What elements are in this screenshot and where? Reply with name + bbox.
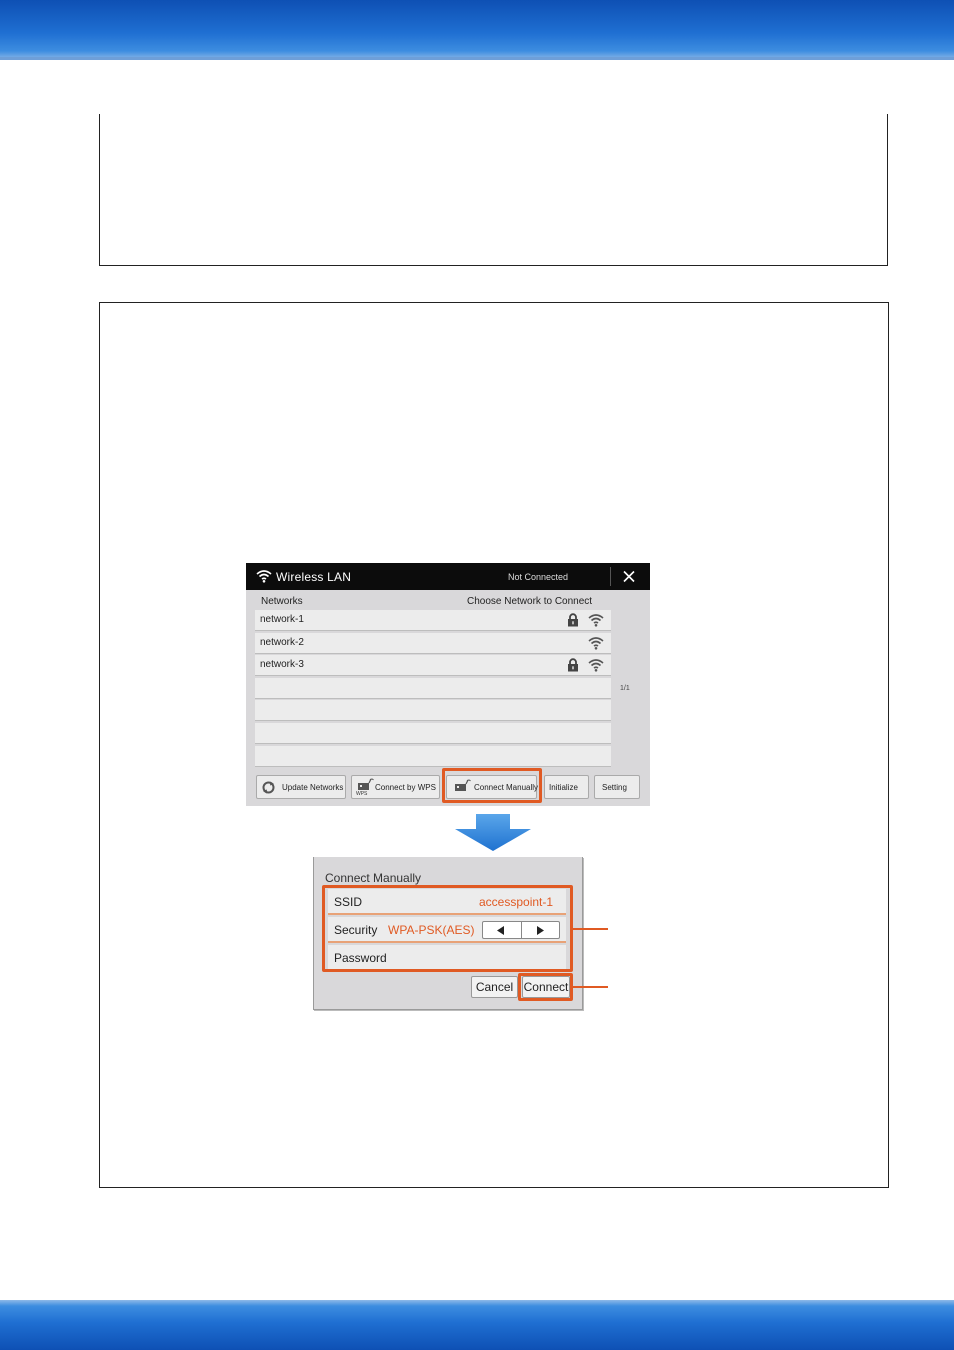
connect-by-wps-button[interactable] xyxy=(351,775,440,799)
header-band xyxy=(0,0,954,60)
update-networks-label: Update Networks xyxy=(282,783,344,792)
choose-network-header: Choose Network to Connect xyxy=(467,596,593,607)
network-name: network-1 xyxy=(260,614,304,625)
signal-icon xyxy=(588,658,604,672)
connect-highlight xyxy=(518,973,573,1001)
title-separator xyxy=(610,567,611,586)
initialize-button[interactable] xyxy=(544,775,589,799)
signal-icon xyxy=(588,613,604,627)
connect-manually-highlight xyxy=(442,768,542,803)
dialog-title: Connect Manually xyxy=(325,871,422,885)
settings-highlight xyxy=(322,885,573,972)
router-icon xyxy=(356,778,374,792)
network-row-2[interactable] xyxy=(255,633,611,654)
refresh-icon xyxy=(262,781,275,794)
ssid-value: accesspoint-1 xyxy=(479,895,554,909)
lock-icon xyxy=(566,613,580,627)
footer-band xyxy=(0,1300,954,1350)
network-row-1[interactable] xyxy=(255,610,611,631)
title-bar xyxy=(246,563,650,590)
page-indicator: 1/1 xyxy=(620,685,630,692)
initialize-label: Initialize xyxy=(549,783,578,792)
connect-manually-dialog xyxy=(313,857,583,1010)
close-icon[interactable] xyxy=(618,566,640,587)
networks-header: Networks xyxy=(261,596,303,607)
network-name: network-3 xyxy=(260,659,304,671)
ssid-label: SSID xyxy=(334,895,363,909)
signal-icon xyxy=(588,636,604,650)
wps-badge: WPS xyxy=(356,791,368,797)
wireless-lan-window xyxy=(246,563,650,806)
setting-button[interactable] xyxy=(594,775,640,799)
window-title: Wireless LAN xyxy=(276,570,352,584)
network-row-3[interactable] xyxy=(255,655,611,676)
callout-line-connect xyxy=(572,986,608,988)
setting-label: Setting xyxy=(602,783,627,792)
network-name: network-2 xyxy=(260,636,304,648)
network-list xyxy=(255,610,611,768)
network-row-empty xyxy=(255,746,611,767)
network-row-empty xyxy=(255,723,611,744)
connect-button[interactable]: Connect xyxy=(522,976,570,998)
password-label: Password xyxy=(334,951,387,965)
connect-by-wps-label: Connect by WPS xyxy=(375,783,436,792)
connect-manually-label: Connect Manually xyxy=(474,783,539,792)
lock-icon xyxy=(566,658,580,672)
security-value: WPA-PSK(AES) xyxy=(388,923,475,937)
network-row-empty xyxy=(255,678,611,699)
cancel-button[interactable]: Cancel xyxy=(471,976,518,998)
wifi-icon xyxy=(256,569,272,583)
update-networks-button[interactable] xyxy=(256,775,346,799)
connection-status: Not Connected xyxy=(508,572,569,582)
callout-line-settings xyxy=(572,928,608,930)
down-arrow-icon xyxy=(455,814,531,851)
network-row-empty xyxy=(255,700,611,721)
security-label: Security xyxy=(334,923,378,937)
top-frame xyxy=(99,114,888,266)
